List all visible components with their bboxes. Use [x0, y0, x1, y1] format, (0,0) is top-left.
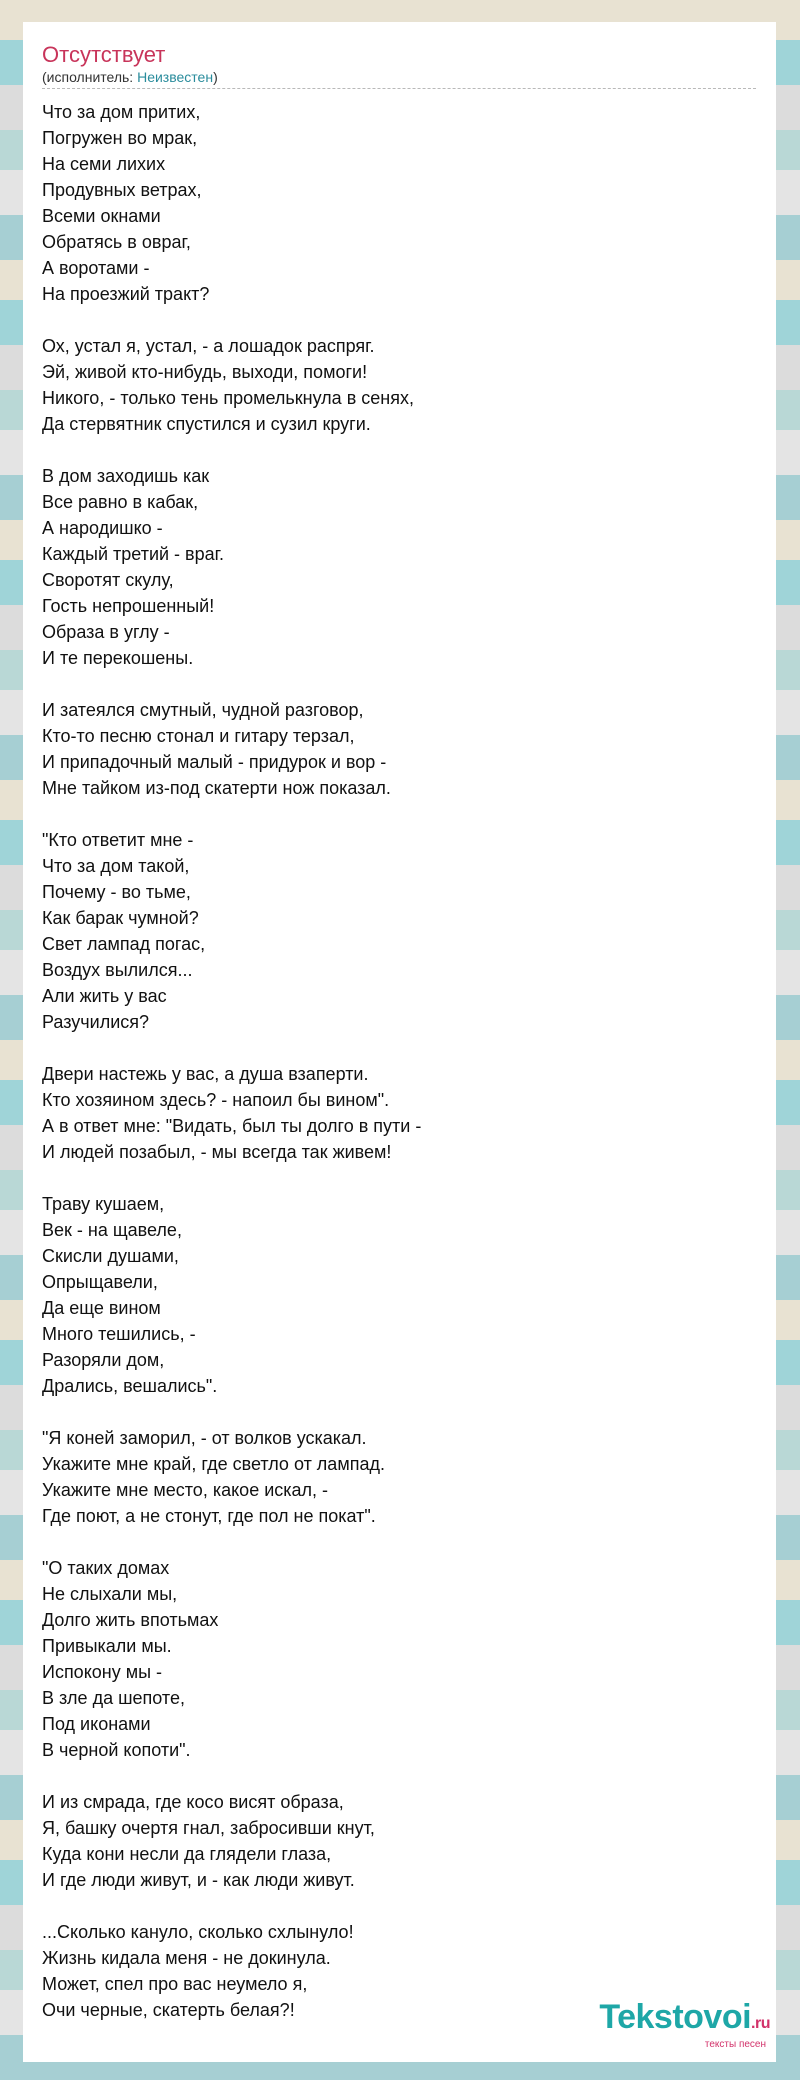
lyric-line: Под иконами	[42, 1714, 151, 1734]
lyric-line: И те перекошены.	[42, 648, 194, 668]
stanza	[42, 99, 756, 307]
lyric-line: Долго жить впотьмах	[42, 1610, 219, 1630]
lyric-line: Испокону мы -	[42, 1662, 163, 1682]
lyric-line: Гость непрошенный!	[42, 596, 215, 616]
stanza	[42, 1425, 756, 1529]
lyric-line: Скисли душами,	[42, 1246, 179, 1266]
lyric-line: Опрыщавели,	[42, 1272, 158, 1292]
lyric-line: Образа в углу -	[42, 622, 170, 642]
lyric-line: Двери настежь у вас, а душа взаперти.	[42, 1064, 369, 1084]
lyric-line: Али жить у вас	[42, 986, 167, 1006]
lyric-line: И из смрада, где косо висят образа,	[42, 1792, 344, 1812]
lyric-line: В черной копоти".	[42, 1740, 191, 1760]
logo-tld: .ru	[751, 2015, 770, 2032]
stanza	[42, 1061, 756, 1165]
lyric-line: "О таких домах	[42, 1558, 170, 1578]
lyric-line: Своротят скулу,	[42, 570, 174, 590]
lyric-line: Всеми окнами	[42, 206, 161, 226]
lyrics-card	[23, 22, 776, 2062]
lyric-line: Разучилися?	[42, 1012, 150, 1032]
lyric-line: Свет лампад погас,	[42, 934, 206, 954]
lyric-line: Да стервятник спустился и сузил круги.	[42, 414, 371, 434]
lyrics-body	[42, 99, 756, 2023]
lyric-line: И припадочный малый - придурок и вор -	[42, 752, 387, 772]
lyric-line: Век - на щавеле,	[42, 1220, 182, 1240]
logo-tagline: тексты песен	[704, 2039, 766, 2050]
lyric-line: Почему - во тьме,	[42, 882, 191, 902]
lyric-line: Может, спел про вас неумело я,	[42, 1974, 308, 1994]
lyric-line: Укажите мне край, где светло от лампад.	[42, 1454, 385, 1474]
lyric-line: И затеялся смутный, чудной разговор,	[42, 700, 364, 720]
lyric-line: Привыкали мы.	[42, 1636, 172, 1656]
lyric-line: Я, башку очертя гнал, забросивши кнут,	[42, 1818, 375, 1838]
lyric-line: Где поют, а не стонут, где пол не покат".	[42, 1506, 376, 1526]
site-logo[interactable]	[599, 1999, 770, 2050]
lyric-line: Очи черные, скатерть белая?!	[42, 2000, 295, 2020]
lyric-line: Укажите мне место, какое искал, -	[42, 1480, 329, 1500]
lyric-line: Что за дом притих,	[42, 102, 201, 122]
artist-suffix: )	[213, 69, 218, 85]
lyric-line: Траву кушаем,	[42, 1194, 165, 1214]
stanza	[42, 827, 756, 1035]
lyric-line: Что за дом такой,	[42, 856, 190, 876]
lyric-line: Как барак чумной?	[42, 908, 199, 928]
logo-name: Tekstovoi	[599, 1998, 752, 2036]
lyric-line: "Я коней заморил, - от волков ускакал.	[42, 1428, 367, 1448]
artist-prefix: (исполнитель:	[42, 69, 138, 85]
lyric-line: В дом заходишь как	[42, 466, 210, 486]
lyric-line: Дрались, вешались".	[42, 1376, 218, 1396]
lyric-line: И где люди живут, и - как люди живут.	[42, 1870, 355, 1890]
lyric-line: Разоряли дом,	[42, 1350, 165, 1370]
lyric-line: Все равно в кабак,	[42, 492, 199, 512]
lyric-line: А народишко -	[42, 518, 163, 538]
lyric-line: И людей позабыл, - мы всегда так живем!	[42, 1142, 392, 1162]
lyric-line: На семи лихих	[42, 154, 166, 174]
lyric-line: Каждый третий - враг.	[42, 544, 225, 564]
lyric-line: Много тешились, -	[42, 1324, 196, 1344]
lyric-line: Обратясь в овраг,	[42, 232, 191, 252]
lyric-line: Мне тайком из-под скатерти нож показал.	[42, 778, 391, 798]
song-title: Отсутствует	[42, 42, 166, 67]
lyric-line: Кто-то песню стонал и гитару терзал,	[42, 726, 355, 746]
lyric-line: Жизнь кидала меня - не докинула.	[42, 1948, 331, 1968]
lyric-line: Куда кони несли да глядели глаза,	[42, 1844, 332, 1864]
lyric-line: Ох, устал я, устал, - а лошадок распряг.	[42, 336, 375, 356]
lyric-line: Погружен во мрак,	[42, 128, 198, 148]
artist-line	[42, 68, 756, 89]
lyric-line: А воротами -	[42, 258, 150, 278]
stanza	[42, 1191, 756, 1399]
stanza	[42, 1555, 756, 1763]
lyric-line: "Кто ответит мне -	[42, 830, 194, 850]
artist-link[interactable]: Неизвестен	[137, 69, 214, 85]
lyric-line: Кто хозяином здесь? - напоил бы вином".	[42, 1090, 390, 1110]
lyric-line: На проезжий тракт?	[42, 284, 210, 304]
lyric-line: Воздух вылился...	[42, 960, 193, 980]
stanza	[42, 1789, 756, 1893]
lyric-line: Продувных ветрах,	[42, 180, 202, 200]
lyric-line: Эй, живой кто-нибудь, выходи, помоги!	[42, 362, 368, 382]
lyric-line: В зле да шепоте,	[42, 1688, 185, 1708]
stanza	[42, 697, 756, 801]
lyric-line: ...Сколько кануло, сколько схлынуло!	[42, 1922, 354, 1942]
lyric-line: А в ответ мне: "Видать, был ты долго в пути -	[42, 1116, 422, 1136]
lyric-line: Да еще вином	[42, 1298, 161, 1318]
logo-wordmark	[599, 1999, 770, 2042]
lyric-line: Никого, - только тень промелькнула в сенях,	[42, 388, 414, 408]
stanza	[42, 463, 756, 671]
stanza	[42, 333, 756, 437]
lyric-line: Не слыхали мы,	[42, 1584, 178, 1604]
